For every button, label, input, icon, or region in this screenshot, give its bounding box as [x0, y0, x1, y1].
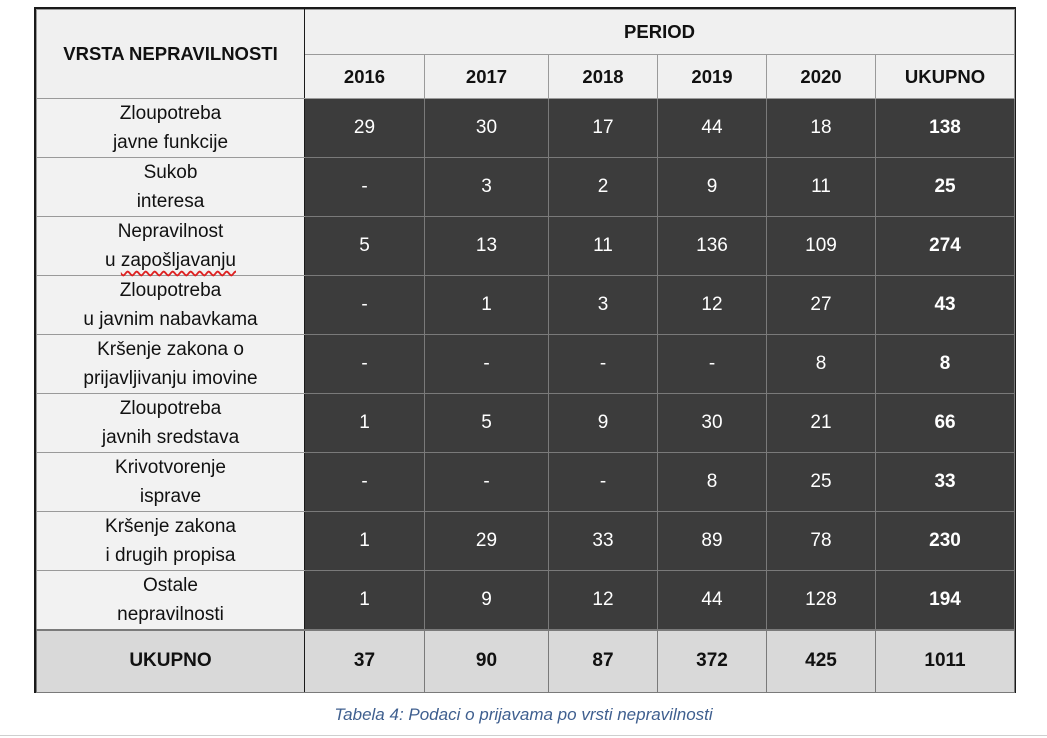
table-cell: - — [305, 335, 425, 394]
row-label-line2: i drugih propisa — [105, 545, 236, 566]
row-total-cell: 25 — [876, 158, 1015, 217]
table-cell: 1 — [305, 512, 425, 571]
table-cell: 29 — [305, 99, 425, 158]
column-header-2018: 2018 — [549, 55, 658, 99]
table-cell: 8 — [658, 453, 767, 512]
table-row — [37, 276, 1015, 335]
totals-cell: 90 — [425, 630, 549, 692]
column-header-2016: 2016 — [305, 55, 425, 99]
table-cell: 12 — [658, 276, 767, 335]
table-caption: Tabela 4: Podaci o prijavama po vrsti nepravilnosti — [334, 705, 713, 724]
row-total-cell: 33 — [876, 453, 1015, 512]
table-cell: 13 — [425, 217, 549, 276]
row-total-cell: 43 — [876, 276, 1015, 335]
table-row — [37, 571, 1015, 631]
row-total-cell: 274 — [876, 217, 1015, 276]
table-cell: - — [305, 453, 425, 512]
row-label — [37, 512, 305, 571]
totals-row — [37, 630, 1015, 692]
row-label-line1: Kršenje zakona o — [97, 339, 244, 360]
row-label-line2: javnih sredstava — [101, 427, 240, 448]
row-label — [37, 217, 305, 276]
irregularities-table — [36, 9, 1015, 693]
grand-total-cell: 1011 — [876, 630, 1015, 692]
table-header — [37, 10, 1015, 99]
row-label-line2: prijavljivanju imovine — [83, 368, 258, 389]
row-label — [37, 453, 305, 512]
totals-cell: 372 — [658, 630, 767, 692]
table-cell: - — [549, 335, 658, 394]
table-cell: 11 — [767, 158, 876, 217]
table-cell: 5 — [425, 394, 549, 453]
row-label-line2: javne funkcije — [112, 132, 229, 153]
table-cell: 136 — [658, 217, 767, 276]
table-cell: 3 — [425, 158, 549, 217]
table-cell: 33 — [549, 512, 658, 571]
table-cell: 128 — [767, 571, 876, 631]
row-label-line1: Zloupotreba — [119, 103, 222, 124]
table-cell: 25 — [767, 453, 876, 512]
table-cell: 44 — [658, 99, 767, 158]
page-divider — [0, 735, 1047, 736]
table-cell: 44 — [658, 571, 767, 631]
row-label — [37, 394, 305, 453]
table-cell: 1 — [305, 571, 425, 631]
table-cell: - — [658, 335, 767, 394]
row-label-line1: Krivotvorenje — [115, 457, 226, 478]
irregularities-table-frame — [34, 7, 1016, 693]
table-cell: 21 — [767, 394, 876, 453]
table-cell: 18 — [767, 99, 876, 158]
column-header-2020: 2020 — [767, 55, 876, 99]
table-cell: 27 — [767, 276, 876, 335]
row-total-cell: 138 — [876, 99, 1015, 158]
table-row — [37, 335, 1015, 394]
row-label-line1: Kršenje zakona — [105, 516, 236, 537]
row-total-cell: 8 — [876, 335, 1015, 394]
table-row — [37, 158, 1015, 217]
table-row — [37, 512, 1015, 571]
table-cell: 1 — [305, 394, 425, 453]
table-row — [37, 99, 1015, 158]
column-header-total: UKUPNO — [876, 55, 1015, 99]
column-header-2017: 2017 — [425, 55, 549, 99]
table-cell: 2 — [549, 158, 658, 217]
table-cell: 29 — [425, 512, 549, 571]
table-cell: 11 — [549, 217, 658, 276]
row-label — [37, 335, 305, 394]
row-label-line2: u javnim nabavkama — [83, 309, 258, 330]
table-cell: 78 — [767, 512, 876, 571]
row-total-cell: 66 — [876, 394, 1015, 453]
table-cell: 89 — [658, 512, 767, 571]
row-label-line1: Ostale — [143, 575, 198, 596]
row-total-cell: 230 — [876, 512, 1015, 571]
row-label — [37, 99, 305, 158]
table-cell: 9 — [425, 571, 549, 631]
table-footer — [37, 630, 1015, 692]
table-cell: 9 — [658, 158, 767, 217]
row-label-line2: interesa — [136, 191, 205, 212]
row-label-line2: nepravilnosti — [117, 604, 224, 625]
row-label-line1: Zloupotreba — [119, 280, 222, 301]
table-row — [37, 453, 1015, 512]
table-row — [37, 217, 1015, 276]
table-cell: 1 — [425, 276, 549, 335]
row-label — [37, 158, 305, 217]
row-label-line2: isprave — [139, 486, 202, 507]
totals-cell: 87 — [549, 630, 658, 692]
spellcheck-underlined-word: zapošljavanju — [120, 250, 236, 271]
table-cell: - — [305, 158, 425, 217]
row-label-line1: Sukob — [143, 162, 198, 183]
table-cell: - — [425, 335, 549, 394]
totals-label: UKUPNO — [37, 630, 305, 692]
row-label-line1: Zloupotreba — [119, 398, 222, 419]
table-cell: 12 — [549, 571, 658, 631]
table-cell: - — [549, 453, 658, 512]
table-cell: - — [305, 276, 425, 335]
row-label-line1: Nepravilnost — [117, 221, 224, 242]
row-label-line2-prefix: u — [105, 250, 121, 271]
table-cell: 8 — [767, 335, 876, 394]
totals-cell: 37 — [305, 630, 425, 692]
totals-cell: 425 — [767, 630, 876, 692]
table-cell: 17 — [549, 99, 658, 158]
row-label — [37, 276, 305, 335]
table-cell: 3 — [549, 276, 658, 335]
period-header: PERIOD — [305, 10, 1015, 55]
table-cell: - — [425, 453, 549, 512]
row-total-cell: 194 — [876, 571, 1015, 631]
table-cell: 5 — [305, 217, 425, 276]
table-cell: 30 — [658, 394, 767, 453]
table-body — [37, 99, 1015, 631]
row-label — [37, 571, 305, 631]
table-cell: 9 — [549, 394, 658, 453]
table-row — [37, 394, 1015, 453]
table-cell: 109 — [767, 217, 876, 276]
table-cell: 30 — [425, 99, 549, 158]
column-header-2019: 2019 — [658, 55, 767, 99]
type-column-header: VRSTA NEPRAVILNOSTI — [37, 10, 305, 99]
